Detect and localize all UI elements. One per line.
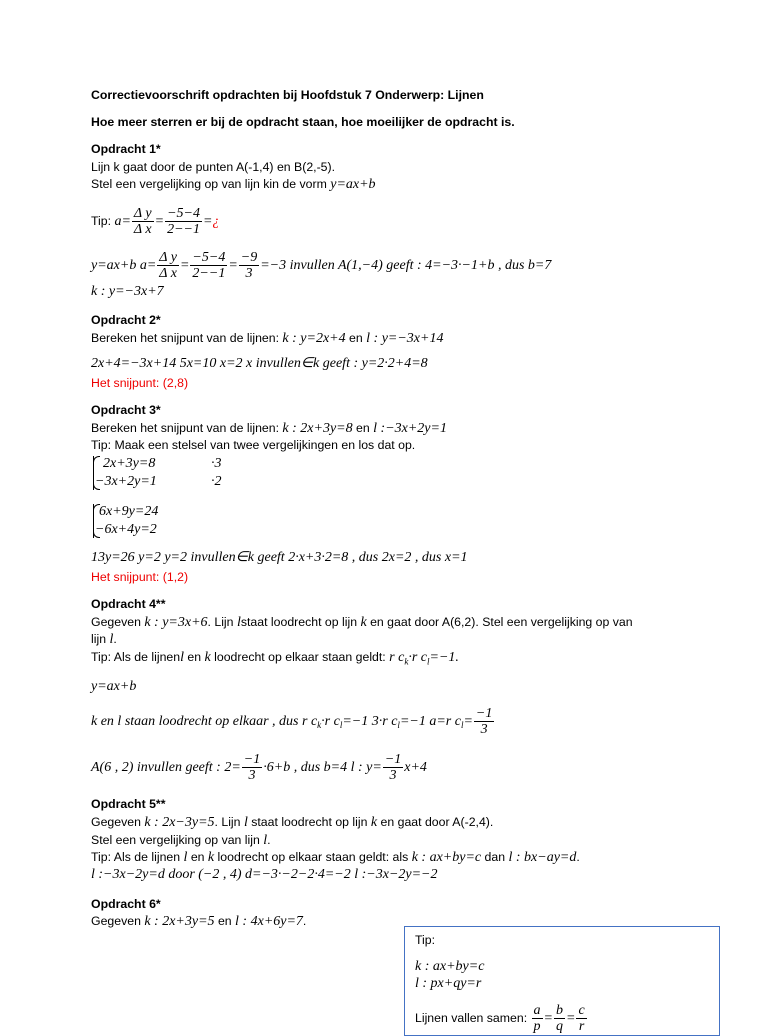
fraction: $\frac{-5-4}{2--1}$ <box>167 206 200 237</box>
tip-box-line2: l : px+qy=r <box>415 976 482 991</box>
opdracht-6-title: Opdracht 6* <box>91 897 161 911</box>
opdracht-3-solution: 13y=26 y=2 y=2 invullen∈k geeft 2·x+3·2=8 , dus 2x=2 , dus x=1 <box>91 550 468 565</box>
opdracht-1-line1: Lijn k gaat door de punten A(-1,4) en B(2,-5). <box>91 160 336 174</box>
opdracht-2-title: Opdracht 2* <box>91 313 161 327</box>
fraction: $\frac{-1}{3}$ <box>475 706 493 737</box>
system-1-eq-b: −3x+2y=1 <box>95 474 157 489</box>
opdracht-3-tip: Tip: Maak een stelsel van twee vergelijkingen en los dat op. <box>91 438 416 452</box>
opdracht-3-title: Opdracht 3* <box>91 403 161 417</box>
opdracht-5-title: Opdracht 5** <box>91 797 166 811</box>
opdracht-4-title: Opdracht 4** <box>91 597 166 611</box>
fraction: $\frac{-1}{3}$ <box>384 752 402 783</box>
opdracht-2-line1: Bereken het snijpunt van de lijnen: k : y=2x+4 en l : y=−3x+14 <box>91 331 444 346</box>
opdracht-4-line2: lijn l. <box>91 632 117 647</box>
opdracht-5-line2: Stel een vergelijking op van lijn l. <box>91 833 271 848</box>
opdracht-1-line2: Stel een vergelijking op van lijn kin de vorm y=ax+b <box>91 177 376 192</box>
opdracht-4-line1: Gegeven k : y=3x+6. Lijn lstaat loodrecht op lijn k en gaat door A(6,2). Stel een vergelijking op van <box>91 615 633 630</box>
system-1-mult-b: ·2 <box>211 474 222 489</box>
opdracht-3-line1: Bereken het snijpunt van de lijnen: k : 2x+3y=8 en l :−3x+2y=1 <box>91 421 447 436</box>
opdracht-1-title: Opdracht 1* <box>91 142 161 156</box>
opdracht-6-line1: Gegeven k : 2x+3y=5 en l : 4x+6y=7. <box>91 914 307 929</box>
system-2-eq-b: −6x+4y=2 <box>95 522 157 537</box>
tip-box-line3: Lijnen vallen samen: $\frac{a}{p}$ = $\frac{b}{q}$ = $\frac{c}{r}$ <box>415 1003 585 1034</box>
fraction: $\frac{-5-4}{2--1}$ <box>192 250 226 281</box>
opdracht-5-solution: l :−3x−2y=d door (−2 , 4) d=−3·−2−2·4=−2 l :−3x−2y=−2 <box>91 867 438 882</box>
opdracht-4-eq2: k en l staan loodrecht op elkaar , dus r $c_k\cdot r$ $c_l=-1$ 3·r $c_l=-1$ a=r $c_l=$ $\frac{-1}{3}$ <box>91 706 493 737</box>
opdracht-4-eq1: y=ax+b <box>91 679 137 694</box>
tip-box-line1: k : ax+by=c <box>415 959 485 974</box>
opdracht-4-tip: Tip: Als de lijnenl en k loodrecht op elkaar staan geldt: r $c_k\cdot r$ $c_l=-1$. <box>91 650 459 667</box>
fraction: $\frac{\text{Δ y}}{\text{Δ x}}$ <box>133 206 152 237</box>
opdracht-1-tip: Tip: a= $\frac{\text{Δ y}}{\text{Δ x}}$ = $\frac{-5-4}{2--1}$ =¿ <box>91 206 220 237</box>
opdracht-3-answer: Het snijpunt: (1,2) <box>91 570 189 584</box>
opdracht-1-solution: y=ax+b a= $\frac{\text{Δ y}}{\text{Δ x}}$ = $\frac{-5-4}{2--1}$ = $\frac{-9}{3}$ =−3 invullen A(1,−4) geeft : 4=−3·−1+b , dus b=7 <box>91 250 552 281</box>
fraction: $\frac{-1}{3}$ <box>243 752 261 783</box>
fraction: $\frac{\text{Δ y}}{\text{Δ x}}$ <box>159 250 177 281</box>
tip-box <box>404 926 720 1036</box>
opdracht-2-solution: 2x+4=−3x+14 5x=10 x=2 x invullen∈k geeft : y=2·2+4=8 <box>91 356 428 371</box>
system-1-mult-a: ·3 <box>211 456 222 471</box>
document-intro: Hoe meer sterren er bij de opdracht staan, hoe moeilijker de opdracht is. <box>91 115 515 129</box>
fraction: $\frac{b}{q}$ <box>555 1003 563 1034</box>
fraction: $\frac{a}{p}$ <box>533 1003 541 1034</box>
tip-box-title: Tip: <box>415 933 436 947</box>
system-1-eq-a: 2x+3y=8 <box>103 456 156 471</box>
opdracht-2-answer: Het snijpunt: (2,8) <box>91 376 189 390</box>
document-title: Correctievoorschrift opdrachten bij Hoofdstuk 7 Onderwerp: Lijnen <box>91 88 484 102</box>
opdracht-5-tip: Tip: Als de lijnen l en k loodrecht op elkaar staan geldt: als k : ax+by=c dan l : bx−ay=d. <box>91 850 580 865</box>
fraction: $\frac{c}{r}$ <box>578 1003 585 1034</box>
opdracht-1-answer: k : y=−3x+7 <box>91 284 164 299</box>
opdracht-4-eq3: A(6 , 2) invullen geeft : 2= $\frac{-1}{3}$ ·6+b , dus b=4 l : y= $\frac{-1}{3}$ x+4 <box>91 752 427 783</box>
fraction: $\frac{-9}{3}$ <box>240 250 258 281</box>
opdracht-5-line1: Gegeven k : 2x−3y=5. Lijn l staat loodrecht op lijn k en gaat door A(-2,4). <box>91 815 494 830</box>
system-2-eq-a: 6x+9y=24 <box>99 504 159 519</box>
